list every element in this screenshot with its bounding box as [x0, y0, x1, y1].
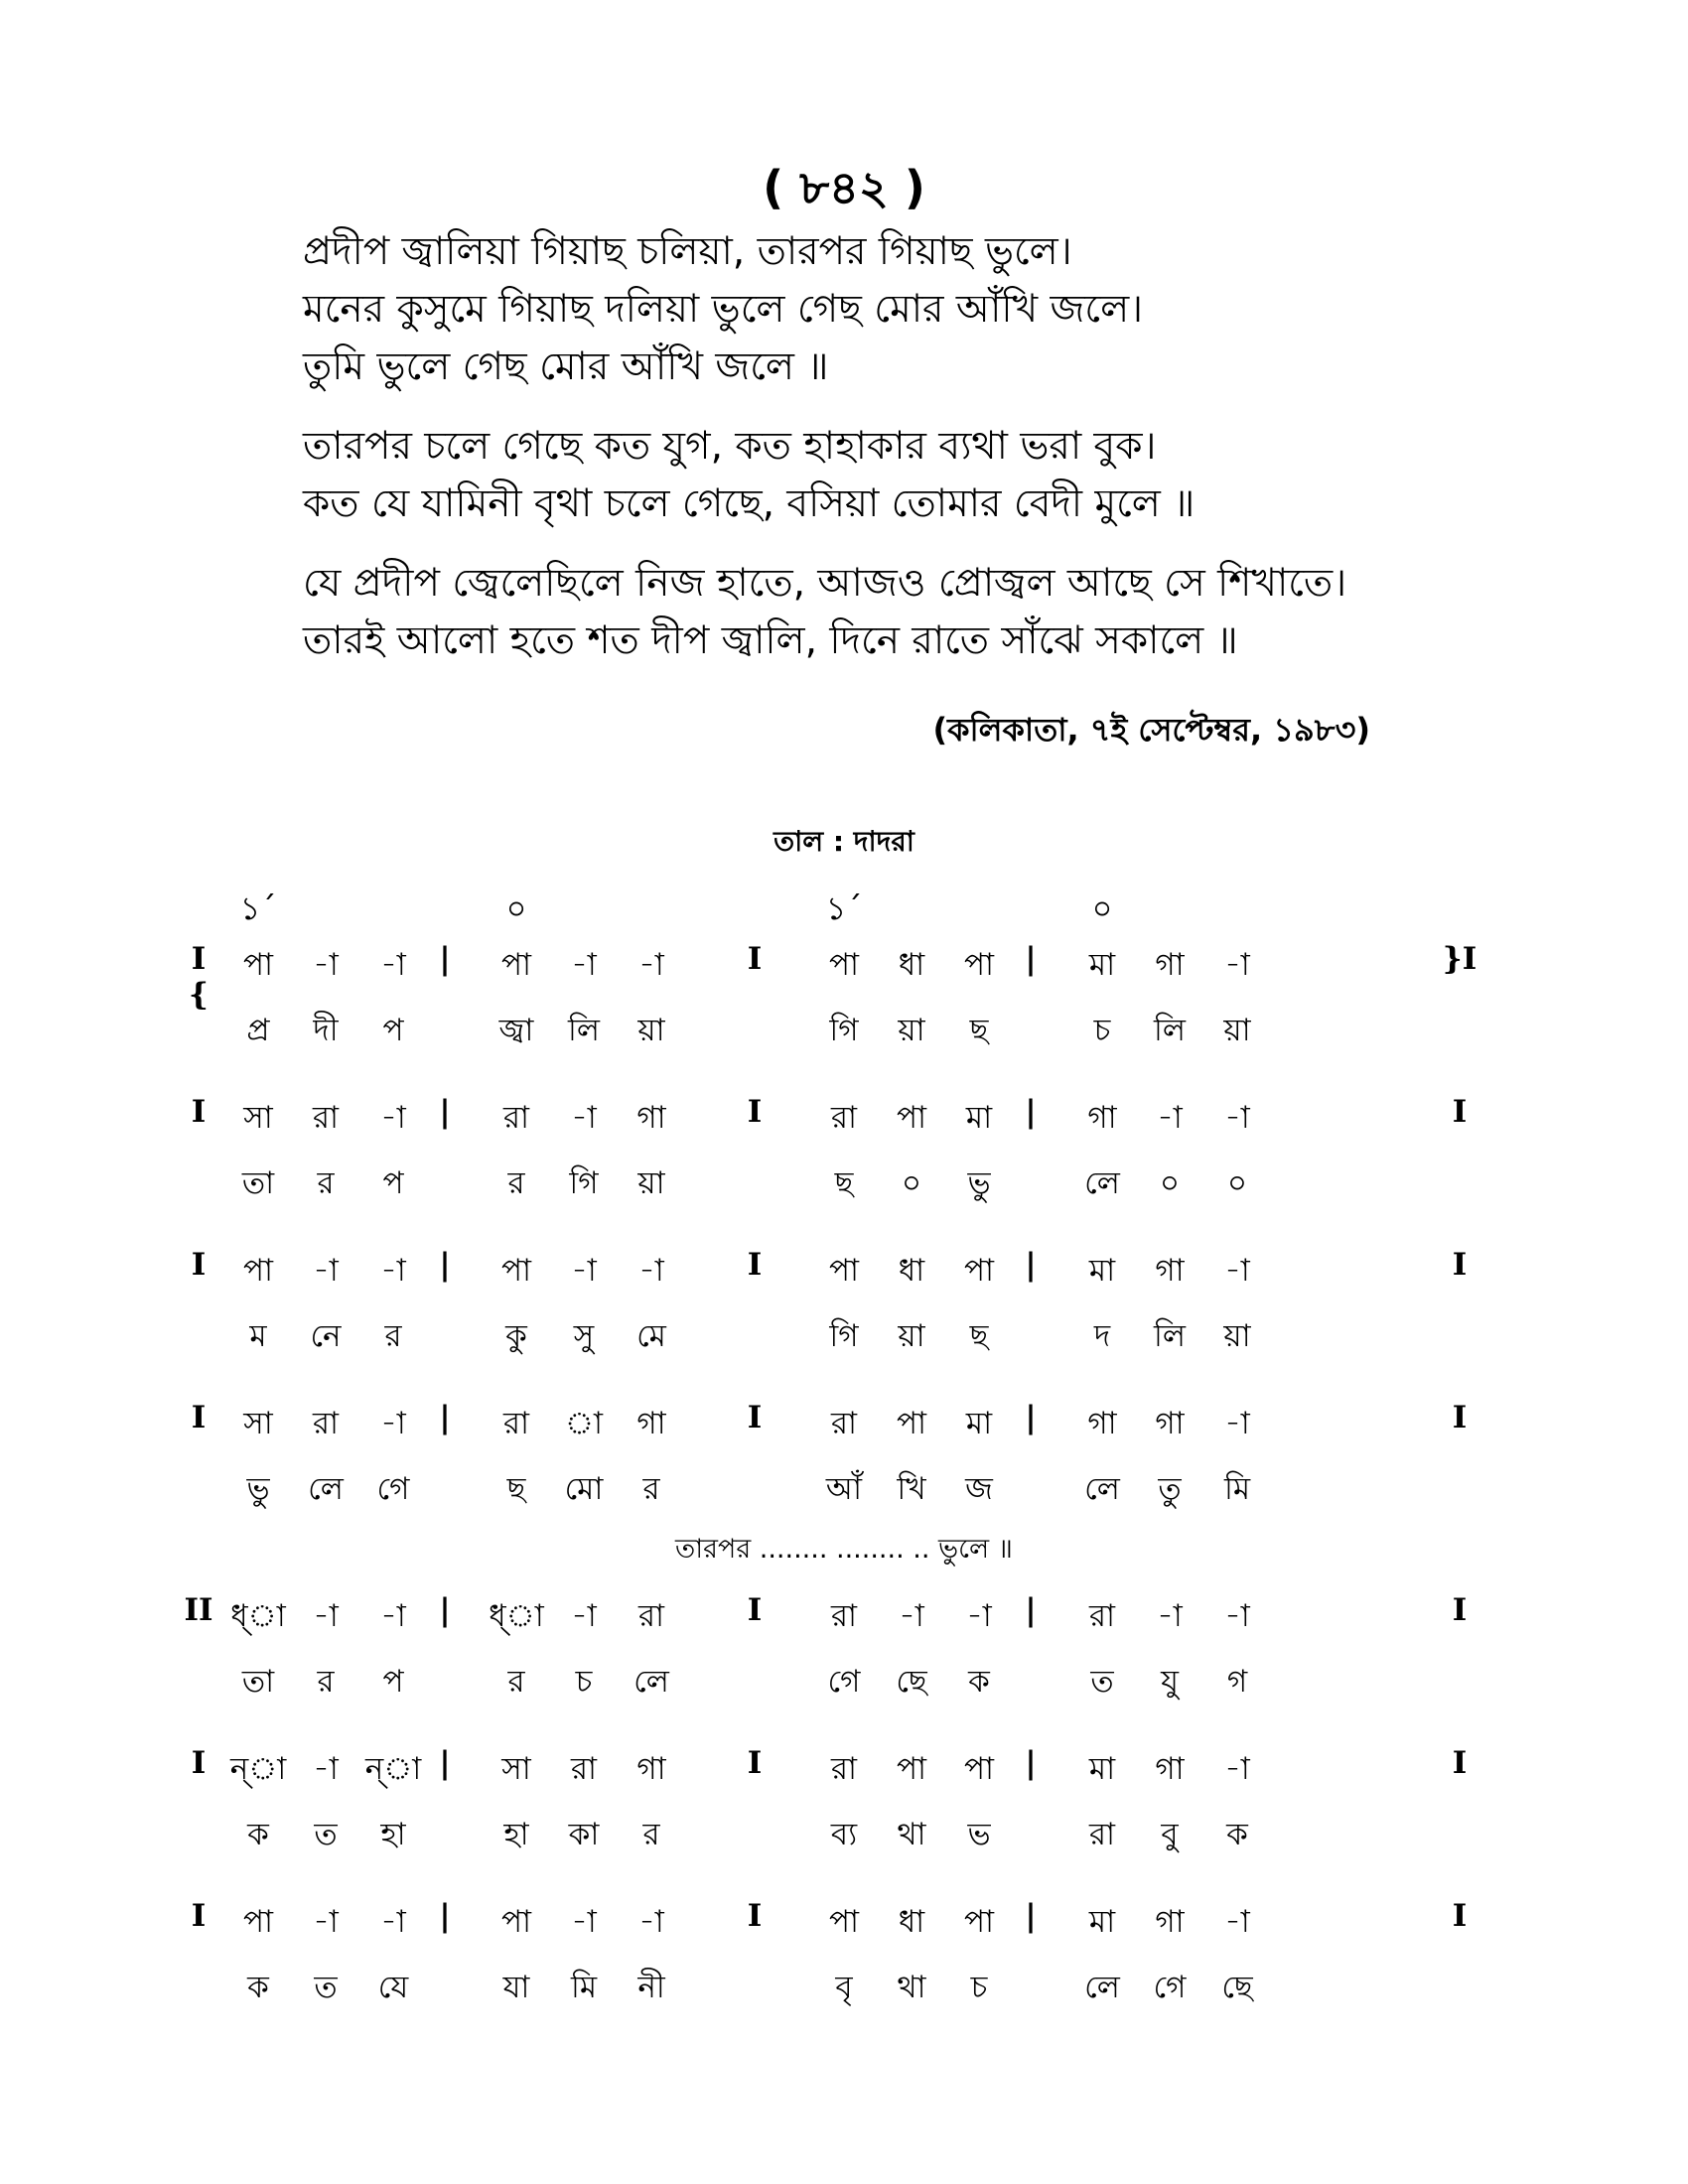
syllable: দ: [1093, 1318, 1111, 1354]
note: গা: [1087, 1100, 1117, 1136]
note: -া: [638, 947, 664, 983]
note: রা: [502, 1406, 530, 1441]
syllable: গে: [376, 1471, 410, 1507]
syllable: যে: [377, 1970, 409, 2005]
notation-block: [179, 1737, 1509, 1868]
open-bar: I: [191, 1400, 207, 1435]
close-bar: I: [1452, 1094, 1468, 1130]
notation-block: [179, 933, 1509, 1064]
syllable: ছে: [896, 1664, 927, 1700]
syllable: গি: [569, 1165, 599, 1201]
syllable: তা: [241, 1165, 275, 1201]
bar-line: |: [1025, 1400, 1037, 1435]
bar-line: |: [439, 1247, 451, 1283]
syllable: র: [384, 1318, 402, 1354]
notation-section: [179, 884, 1509, 2043]
note: -া: [571, 1100, 597, 1136]
note: ধা: [898, 947, 925, 983]
syllable: যা: [502, 1970, 530, 2005]
note: -া: [571, 1598, 597, 1634]
note: -া: [966, 1598, 992, 1634]
bar-line: |: [439, 941, 451, 977]
stanza: [303, 555, 1445, 670]
syllable: দী: [313, 1013, 339, 1048]
syllable: হা: [380, 1817, 406, 1852]
syllable: ক: [968, 1664, 990, 1700]
syllable: চ: [1093, 1013, 1111, 1048]
note: -া: [313, 1904, 339, 1940]
notes-row: [179, 1737, 1509, 1803]
syllable: য়া: [898, 1013, 925, 1048]
notes-row: [179, 1584, 1509, 1650]
syllable: জ: [965, 1471, 993, 1507]
syllable: চ: [575, 1664, 593, 1700]
tala-heading: তাল : দাদরা: [774, 825, 914, 858]
bar-line: |: [1025, 1094, 1037, 1130]
bar-line: |: [1025, 1745, 1037, 1781]
note: রা: [312, 1406, 340, 1441]
beat-markers: [179, 884, 1509, 933]
notes-row: [179, 1890, 1509, 1956]
note: পা: [828, 1253, 860, 1289]
note: -া: [1224, 947, 1250, 983]
syllable: লে: [633, 1664, 669, 1700]
syllable: র: [317, 1165, 335, 1201]
syllable: হা: [503, 1817, 529, 1852]
bar-line: I: [747, 1247, 763, 1283]
note: রা: [830, 1751, 858, 1787]
note: -া: [380, 947, 406, 983]
note: পা: [963, 947, 995, 983]
lyrics-section: [303, 223, 1445, 692]
note: মা: [1088, 1751, 1116, 1787]
syllables-row: [179, 1956, 1509, 2021]
syllable: গে: [1153, 1970, 1187, 2005]
note: পা: [963, 1904, 995, 1940]
close-bar: I: [1452, 1898, 1468, 1934]
note: ন্া: [229, 1751, 287, 1787]
syllable: ভু: [967, 1165, 991, 1201]
syllable: ত: [314, 1970, 338, 2005]
note: -া: [571, 1253, 597, 1289]
bar-line: |: [439, 1094, 451, 1130]
note: মা: [1088, 947, 1116, 983]
note: গা: [636, 1751, 666, 1787]
note: রা: [830, 1598, 858, 1634]
syllable: লি: [1154, 1013, 1186, 1048]
syllable: প: [382, 1013, 404, 1048]
syllable: গি: [829, 1013, 859, 1048]
syllable: লি: [568, 1013, 600, 1048]
note: -া: [380, 1904, 406, 1940]
stanza: [303, 223, 1445, 396]
syllable: গি: [829, 1318, 859, 1354]
syllable: মি: [1223, 1471, 1251, 1507]
syllables-row: [179, 1304, 1509, 1370]
notes-row: [179, 933, 1509, 1013]
bar-line: |: [1025, 1898, 1037, 1934]
note: -া: [571, 947, 597, 983]
syllable: গ: [1226, 1664, 1248, 1700]
syllable: ভু: [246, 1471, 270, 1507]
lyric-line: প্রদীপ জ্বালিয়া গিয়াছ চলিয়া, তারপর গিয়াছ ভুলে।: [303, 229, 1072, 274]
bar-line: |: [1025, 1247, 1037, 1283]
note: পা: [242, 1253, 274, 1289]
note: মা: [1088, 1904, 1116, 1940]
syllable: লে: [1084, 1165, 1120, 1201]
syllable: লে: [1084, 1471, 1120, 1507]
syllable: ম: [249, 1318, 267, 1354]
note: পা: [500, 947, 532, 983]
note: া: [564, 1406, 603, 1441]
bar-line: |: [439, 1400, 451, 1435]
syllable: য়া: [898, 1318, 925, 1354]
close-bar: I: [1452, 1745, 1468, 1781]
note: -া: [1224, 1904, 1250, 1940]
note: রা: [312, 1100, 340, 1136]
lyric-line: কত যে যামিনী বৃথা চলে গেছে, বসিয়া তোমার বেদী মুলে ॥: [303, 481, 1196, 526]
syllable: সু: [573, 1318, 595, 1354]
syllable: কু: [505, 1318, 527, 1354]
syllable: নে: [310, 1318, 342, 1354]
note: পা: [500, 1904, 532, 1940]
note: গা: [1155, 947, 1185, 983]
bar-line: I: [747, 1745, 763, 1781]
note: পা: [896, 1406, 927, 1441]
note: ধা: [898, 1904, 925, 1940]
notation-block: [179, 1392, 1509, 1523]
syllable: মে: [636, 1318, 666, 1354]
open-bar: I: [191, 1094, 207, 1130]
note: -া: [313, 1598, 339, 1634]
close-bar: I: [1452, 1247, 1468, 1283]
open-bar: I: [191, 1247, 207, 1283]
open-bar: I: [191, 1898, 207, 1934]
bar-line: I: [747, 1898, 763, 1934]
syllable: র: [642, 1817, 660, 1852]
note: পা: [242, 1904, 274, 1940]
note: রা: [502, 1100, 530, 1136]
note: -া: [380, 1253, 406, 1289]
note: পা: [963, 1253, 995, 1289]
stanza: [303, 418, 1445, 533]
note: -া: [1224, 1253, 1250, 1289]
syllable: কা: [568, 1817, 600, 1852]
close-bar: }I: [1442, 941, 1477, 977]
syllable: ০: [1159, 1165, 1181, 1201]
continuation-line: তারপর ........ ........ .. ভুলে ॥: [675, 1534, 1013, 1565]
beat-marker: ১´: [825, 889, 863, 927]
note: -া: [1224, 1598, 1250, 1634]
syllable: য়া: [1223, 1318, 1251, 1354]
syllable: তু: [1158, 1471, 1182, 1507]
note: সা: [501, 1751, 531, 1787]
note: পা: [828, 947, 860, 983]
syllable: য়া: [637, 1165, 665, 1201]
syllable: প: [382, 1165, 404, 1201]
syllable: লে: [308, 1471, 344, 1507]
bar-line: I: [747, 941, 763, 977]
note: পা: [896, 1100, 927, 1136]
syllable: ক: [247, 1970, 269, 2005]
syllables-row: [179, 999, 1509, 1064]
note: -া: [313, 947, 339, 983]
syllable: প: [382, 1664, 404, 1700]
note: ন্া: [364, 1751, 422, 1787]
syllable: থা: [897, 1970, 926, 2005]
note: রা: [570, 1751, 598, 1787]
note: গা: [636, 1406, 666, 1441]
note: ধ্া: [489, 1598, 544, 1634]
note: রা: [830, 1406, 858, 1441]
syllable: ত: [314, 1817, 338, 1852]
syllable: ছ: [969, 1318, 989, 1354]
beat-marker: ১´: [239, 889, 277, 927]
note: -া: [1224, 1406, 1250, 1441]
syllable: ত: [1090, 1664, 1114, 1700]
note: -া: [899, 1598, 924, 1634]
syllable: র: [507, 1165, 525, 1201]
syllable: মো: [564, 1471, 604, 1507]
note: পা: [963, 1751, 995, 1787]
note: রা: [637, 1598, 665, 1634]
syllable: জ্বা: [498, 1013, 534, 1048]
syllable: র: [317, 1664, 335, 1700]
syllables-row: [179, 1803, 1509, 1868]
open-bar: I: [191, 1745, 207, 1781]
note: -া: [313, 1751, 339, 1787]
bar-line: |: [439, 1745, 451, 1781]
syllable: বু: [1161, 1817, 1179, 1852]
syllable: য়া: [1223, 1013, 1251, 1048]
syllables-row: [179, 1650, 1509, 1715]
syllables-row: [179, 1152, 1509, 1217]
syllable: বৃ: [835, 1970, 853, 2005]
note: সা: [243, 1406, 273, 1441]
note: -া: [1157, 1100, 1183, 1136]
note: -া: [1224, 1100, 1250, 1136]
note: মা: [1088, 1253, 1116, 1289]
beat-marker: ০: [505, 889, 527, 927]
note: -া: [313, 1253, 339, 1289]
note: -া: [1224, 1751, 1250, 1787]
notation-block: [179, 1584, 1509, 1715]
note: গা: [1155, 1751, 1185, 1787]
syllable: ক: [247, 1817, 269, 1852]
bar-line: I: [747, 1592, 763, 1628]
beat-marker: ০: [1091, 889, 1113, 927]
close-bar: I: [1452, 1592, 1468, 1628]
note: গা: [636, 1100, 666, 1136]
note: পা: [500, 1253, 532, 1289]
lyric-line: তারই আলো হতে শত দীপ জ্বালি, দিনে রাতে সাঁঝে সকালে ॥: [303, 618, 1238, 663]
page-number: ( ৮৪২ ): [763, 161, 925, 214]
syllable: যু: [1161, 1664, 1179, 1700]
note: গা: [1087, 1406, 1117, 1441]
note: ধা: [898, 1253, 925, 1289]
notes-row: [179, 1392, 1509, 1457]
syllable: ছ: [506, 1471, 526, 1507]
lyric-line: তারপর চলে গেছে কত যুগ, কত হাহাকার ব্যথা ভরা বুক।: [303, 424, 1157, 469]
syllable: র: [642, 1471, 660, 1507]
syllable: নী: [637, 1970, 665, 2005]
note: -া: [380, 1406, 406, 1441]
syllable: ব্য: [830, 1817, 858, 1852]
syllable: ভ: [967, 1817, 991, 1852]
note: -া: [571, 1904, 597, 1940]
syllable: ছ: [834, 1165, 854, 1201]
bar-line: |: [439, 1592, 451, 1628]
syllable: লে: [1084, 1970, 1120, 2005]
note: সা: [243, 1100, 273, 1136]
note: -া: [380, 1100, 406, 1136]
lyric-line: মনের কুসুমে গিয়াছ দলিয়া ভুলে গেছ মোর আঁখি জলে।: [303, 287, 1144, 332]
notes-row: [179, 1086, 1509, 1152]
note: পা: [896, 1751, 927, 1787]
syllable: র: [507, 1664, 525, 1700]
note: গা: [1155, 1253, 1185, 1289]
lyric-line: তুমি ভুলে গেছ মোর আঁখি জলে ॥: [303, 344, 829, 389]
note: রা: [830, 1100, 858, 1136]
syllable: য়া: [637, 1013, 665, 1048]
open-bar: II: [184, 1592, 213, 1628]
bar-line: I: [747, 1094, 763, 1130]
close-bar: I: [1452, 1400, 1468, 1435]
syllable: ছে: [1221, 1970, 1253, 2005]
note: -া: [638, 1904, 664, 1940]
bar-line: |: [1025, 941, 1037, 977]
syllable: গে: [827, 1664, 861, 1700]
syllable: ক: [1226, 1817, 1248, 1852]
note: রা: [1088, 1598, 1116, 1634]
note: পা: [242, 947, 274, 983]
note: -া: [380, 1598, 406, 1634]
note: মা: [965, 1406, 993, 1441]
note: -া: [638, 1253, 664, 1289]
notation-block: [179, 1086, 1509, 1217]
note: গা: [1155, 1904, 1185, 1940]
syllable: মি: [570, 1970, 598, 2005]
note: -া: [1157, 1598, 1183, 1634]
syllable: চ: [970, 1970, 988, 2005]
syllable: ০: [901, 1165, 922, 1201]
citation: (কলিকাতা, ৭ই সেপ্টেম্বর, ১৯৮৩): [932, 711, 1370, 749]
syllable: তা: [241, 1664, 275, 1700]
syllable: রা: [1088, 1817, 1116, 1852]
syllables-row: [179, 1457, 1509, 1523]
syllable: আঁ: [825, 1471, 863, 1507]
syllable: থা: [897, 1817, 926, 1852]
bar-line: I: [747, 1400, 763, 1435]
syllable: প্র: [246, 1013, 270, 1048]
open-bar: I {: [189, 941, 209, 1013]
syllable: ০: [1226, 1165, 1248, 1201]
note: মা: [965, 1100, 993, 1136]
bar-line: |: [1025, 1592, 1037, 1628]
syllable: খি: [897, 1471, 926, 1507]
notation-block: [179, 1890, 1509, 2021]
note: ধ্া: [230, 1598, 286, 1634]
lyric-line: যে প্রদীপ জ্বেলেছিলে নিজ হাতে, আজও প্রোজ্বল আছে সে শিখাতে।: [303, 561, 1347, 606]
notes-row: [179, 1239, 1509, 1304]
note: গা: [1155, 1406, 1185, 1441]
note: পা: [828, 1904, 860, 1940]
bar-line: |: [439, 1898, 451, 1934]
syllable: ছ: [969, 1013, 989, 1048]
notation-block: [179, 1239, 1509, 1370]
syllable: লি: [1154, 1318, 1186, 1354]
